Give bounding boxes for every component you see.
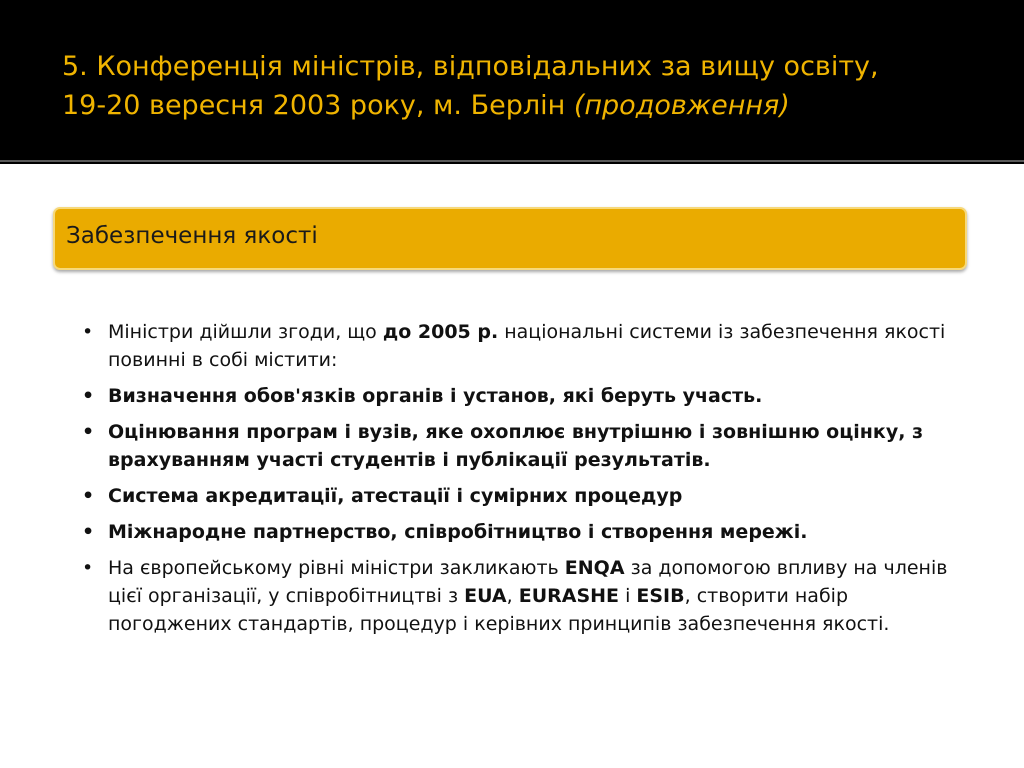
section-header-label: Забезпечення якості: [66, 223, 318, 249]
title-line-1: 5. Конференція міністрів, відповідальних за вищу освіту,: [62, 51, 879, 82]
enqa-text: ENQA: [564, 557, 625, 579]
separator-line: [0, 160, 1024, 162]
bullet-marker: •: [82, 321, 94, 343]
bullet-item-4: • Система акредитації, атестації і сумірних процедур: [80, 482, 960, 510]
eua-text: EUA: [464, 585, 507, 607]
bullet-list: [80, 318, 960, 646]
slide-content: [0, 164, 1024, 768]
bullet-marker: •: [82, 557, 94, 579]
deadline-text: до 2005 р.: [382, 321, 499, 343]
bullet-item-1: • Міністри дійшли згоди, що до 2005 р. національні системи із забезпечення якості повинні в собі містити:: [80, 318, 960, 374]
slide-title: [62, 47, 1002, 125]
title-band: [0, 0, 1024, 158]
bullet-marker: •: [82, 385, 95, 407]
title-continuation: (продовження): [573, 90, 790, 121]
esib-text: ESIB: [636, 585, 685, 607]
bullet-marker: •: [82, 485, 95, 507]
section-header-box: [53, 207, 967, 270]
eurashe-text: EURASHE: [518, 585, 620, 607]
bullet-item-6: • На європейському рівні міністри закликають ENQA за допомогою впливу на членів цієї організації, у співробітництві з EUA, EURASHE і ESIB, створити набір погоджених стандартів, процедур і керівних принципів забезпечення якості.: [80, 554, 960, 638]
title-line-2: 19-20 вересня 2003 року, м. Берлін: [62, 90, 574, 121]
bullet-item-2: • Визначення обов'язків органів і установ, які беруть участь.: [80, 382, 960, 410]
bullet-marker: •: [82, 521, 95, 543]
bullet-item-3: • Оцінювання програм і вузів, яке охоплює внутрішню і зовнішню оцінку, з врахуванням участі студентів і публікації результатів.: [80, 418, 960, 474]
bullet-marker: •: [82, 421, 95, 443]
bullet-item-5: • Міжнародне партнерство, співробітництво і створення мережі.: [80, 518, 960, 546]
